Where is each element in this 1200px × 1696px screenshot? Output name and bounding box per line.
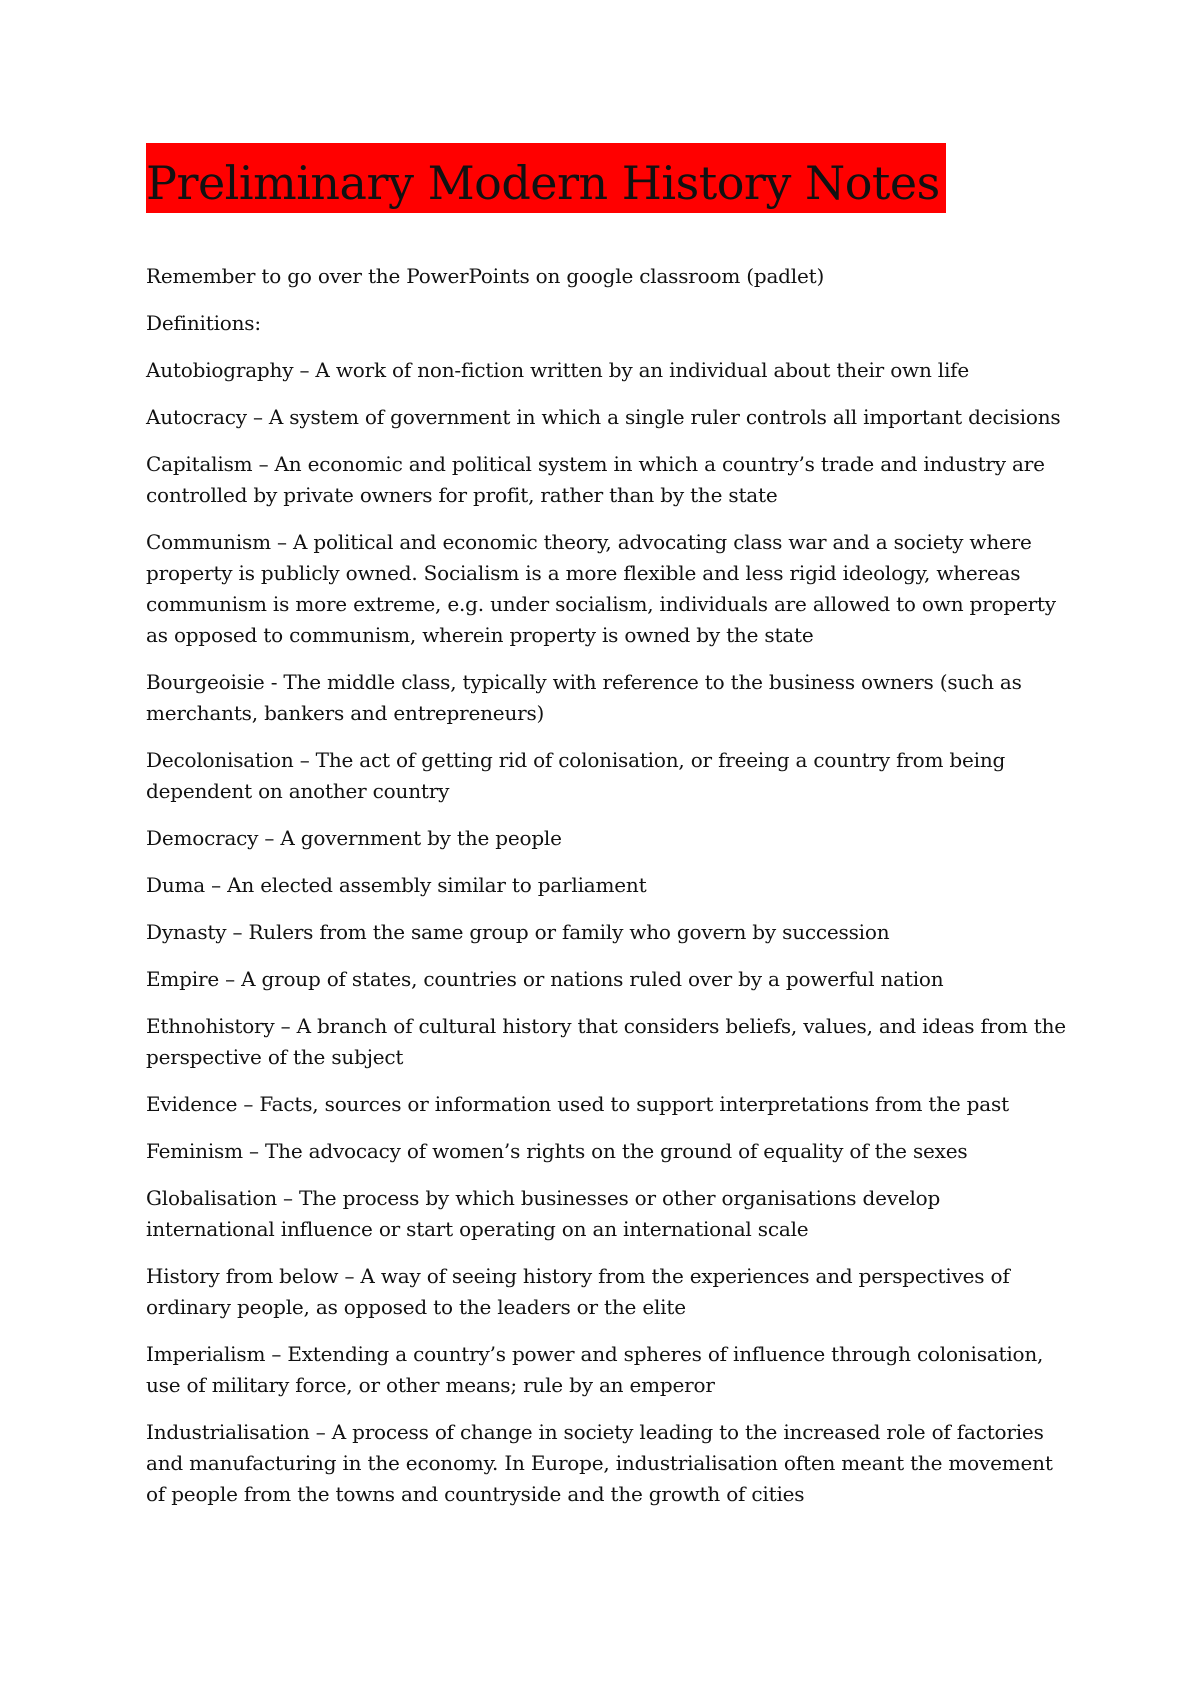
definition-democracy: Democracy – A government by the people (146, 826, 562, 850)
definition-bourgeoisie: Bourgeoisie - The middle class, typically with reference to the business owners (such as merchants, bankers and entrepreneurs) (146, 670, 1022, 725)
document-title: Preliminary Modern History Notes (146, 156, 940, 210)
title-highlight (146, 143, 946, 213)
definition-empire: Empire – A group of states, countries or nations ruled over by a powerful nation (146, 967, 944, 991)
definition-globalisation: Globalisation – The process by which businesses or other organisations develop international influence or start operating on an international scale (146, 1186, 941, 1241)
definition-evidence: Evidence – Facts, sources or information used to support interpretations from the past (146, 1092, 1009, 1116)
definition-imperialism: Imperialism – Extending a country’s power and spheres of influence through colonisation, use of military force, or other means; rule by an emperor (146, 1342, 1044, 1397)
definition-history-from-below: History from below – A way of seeing history from the experiences and perspectives of ordinary people, as opposed to the leaders or the elite (146, 1264, 1010, 1319)
definition-communism: Communism – A political and economic theory, advocating class war and a society where property is publicly owned. Socialism is a more flexible and less rigid ideology, whereas communism is more extreme, e.g. under socialism, individuals are allowed to own property as opposed to communism, wherein property is owned by the state (146, 530, 1056, 647)
definition-decolonisation: Decolonisation – The act of getting rid of colonisation, or freeing a country from being dependent on another country (146, 748, 1006, 803)
definition-industrialisation: Industrialisation – A process of change in society leading to the increased role of factories and manufacturing in the economy. In Europe, industrialisation often meant the movement of people from the towns and countryside and the growth of cities (146, 1420, 1053, 1506)
document-body (146, 143, 1066, 1526)
definition-dynasty: Dynasty – Rulers from the same group or family who govern by succession (146, 920, 890, 944)
intro-note: Remember to go over the PowerPoints on google classroom (padlet) (146, 264, 825, 288)
definition-ethnohistory: Ethnohistory – A branch of cultural history that considers beliefs, values, and ideas from the perspective of the subject (146, 1014, 1066, 1069)
definition-autobiography: Autobiography – A work of non-fiction written by an individual about their own life (146, 358, 970, 382)
definitions-heading: Definitions: (146, 311, 261, 335)
definition-capitalism: Capitalism – An economic and political system in which a country’s trade and industry are controlled by private owners for profit, rather than by the state (146, 452, 1045, 507)
definition-feminism: Feminism – The advocacy of women’s rights on the ground of equality of the sexes (146, 1139, 968, 1163)
definition-duma: Duma – An elected assembly similar to parliament (146, 873, 647, 897)
definition-autocracy: Autocracy – A system of government in which a single ruler controls all important decisions (146, 405, 1061, 429)
